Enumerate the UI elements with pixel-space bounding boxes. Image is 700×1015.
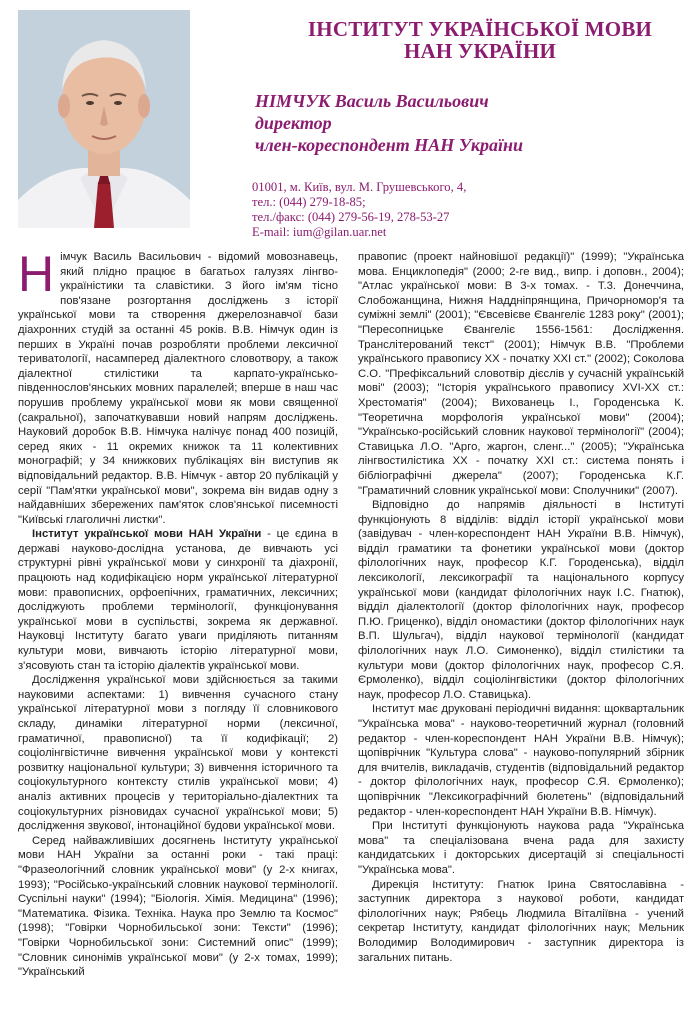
institute-name-lead: Інститут української мови НАН України (32, 528, 262, 541)
director-rank: член-кореспондент НАН України (255, 135, 523, 155)
fax-line: тел./факс: (044) 279-56-19, 278-53-27 (252, 210, 450, 224)
intro-paragraph-text: імчук Василь Васильович - відомий мовознавець, який плідно працює в багатьох галузях лінгво-україністики та славістики. З його ім'ям тісно пов'язане розгортання досліджень з історії української мови та створення джерелознавчої бази діахронних студій за останні 45 років. В.В. Німчук один із перших в Україні почав розробляти проблеми лексичної териватології, насамперед діалектного словотвору, а також діалектної стилістики та карпато-українсько-південнослов'янських мовних паралелей; вперше в наш час порушив проблему української мови як мови священної (сакральної), започаткувавши новий напрям досліджень. Науковий доробок В.В. Німчука налічує понад 400 позицій, серед яких - 11 окремих книжок та 11 колективних монографій; у 34 книжкових публікаціях він виступив як відповідальний редактор. В.В. Німчук - автор 20 публікацій у серії "Пам'ятки української мови", зокрема він видав одну з найдавніших збережених пам'яток слов'янської писемності "Київські глаголичні листки". (18, 251, 338, 526)
intro-paragraph (18, 246, 338, 527)
director-portrait-photo (18, 10, 190, 228)
drop-cap: Н (18, 246, 55, 302)
institute-title (280, 18, 680, 62)
director-info (255, 90, 685, 156)
directorate-paragraph: Дирекція Інституту: Гнатюк Ірина Святославівна - заступник директора з наукової роботи, кандидат філологічних наук; Рябець Людмила Віталіївна - учений секретар Інституту, кандидат філологічних наук; Мельник Володимир Володимирович - заступник директора із загальних питань. (358, 878, 684, 964)
research-aspects-paragraph: Дослідження української мови здійснюється за такими науковими аспектами: 1) вивчення сучасного стану української літературної мови з погляду її словникового складу, динаміки літературної норми (лексичної, граматичної, правописної) та її кодифікації; 2) соціолінгвістичне вивчення української мови у контексті розвитку національної культури; 3) вивчення історичного та соціокультурного контексту стилів української мови; 4) аналіз активних процесів у територіально-діалектних та соціокультурних різновидах сучасної української мови; 5) дослідження звукової, інтонаційної будови української мови. (18, 674, 338, 833)
email-line: E-mail: ium@gilan.uar.net (252, 225, 387, 239)
director-position: директор (255, 113, 332, 133)
achievements-continued-paragraph: правопис (проект найновішої редакції)" (1999); "Українська мова. Енциклопедія" (2000; 2-ге вид., випр. і доповн., 2004); "Атлас української мови: В 3-х томах. - Т.3. Донеччина, Слобожанщина, Нижня Наддніпрянщина, Причорномор'я та суміжні землі" (2001); "Євсевієве Євангеліє 1283 року" (2001); "Пересопницьке Євангеліє 1556-1561: Дослідження. Транслітерований текст" (2001); Німчук В.В. "Проблеми українського правопису XX - початку XXI ст." (2002); Соколова С.О. "Префіксальний словотвір дієслів у сучасній українській мові" (2003); "Історія українського правопису XVI-XX ст.: Хрестоматія" (2004); Вихованець І., Городенська К. "Теоретична морфологія української мови" (2004); "Українсько-російський словник наукової термінології" (2004); Ставицька Л.О. "Арго, жаргон, сленг..." (2005); "Українська лінгвостилістика XX - початку XXI ст.: система понять і бібліографічні джерела" (2007); Городенська К.Г. "Граматичний словник української мови: Сполучники" (2007). (358, 251, 684, 497)
institute-paragraph (18, 527, 338, 673)
achievements-paragraph: Серед найважливіших досягнень Інституту української мови НАН України за останні роки - такі праці: "Фразеологічний словник української мови" (у 2-х книгах, 1993); "Російсько-український словник наукової термінології. Суспільні науки" (1994); "Біологія. Хімія. Медицина" (1996); "Математика. Фізика. Техніка. Наука про Землю та Космос" (1998); "Говірки Чорнобильської зони: Тексти" (1996); "Говірки Чорнобильської зони: Системний опис" (1999); "Словник синонімів української мови" (у 2-х томах, 1999); "Український (18, 834, 338, 979)
director-name: НІМЧУК Василь Васильович (255, 91, 489, 111)
institute-paragraph-text: - це єдина в державі науково-дослідна установа, де вивчають усі структурні рівні української мови у синхронії та діахронії, працюють над кодифікацією норм української літературної мови: правописних, орфоепічних, граматичних, лексичних; досліджують проблеми термінології, функціонування української мови в суспільстві, зокрема як державної. Науковці Інституту багато уваги приділяють питанням культури мови, вивчають історію літературної мови, з'ясовують стан та історію діалектів української мови. (18, 528, 338, 672)
periodicals-paragraph: Інститут має друковані періодичні видання: щоквартальник "Українська мова" - науково-теоретичний журнал (головний редактор - член-кореспондент НАН України В.В. Німчук); щопіврічник "Культура слова" - науково-популярний збірник для вчителів, викладачів, студентів (відповідальний редактор - доктор філологічних наук, професор С.Я. Єрмоленко); щопіврічник "Лексикографічний бюлетень" (відповідальний редактор - член-кореспондент НАН України В.В. Німчук). (358, 703, 684, 818)
article-left-column (18, 246, 338, 980)
address-line: 01001, м. Київ, вул. М. Грушевського, 4, (252, 180, 467, 194)
phone-line: тел.: (044) 279-18-85; (252, 195, 366, 209)
contact-block (252, 180, 682, 240)
portrait-illustration (18, 10, 190, 228)
article-right-column (358, 250, 684, 965)
institute-title-line2: НАН УКРАЇНИ (403, 39, 557, 63)
councils-paragraph: При Інституті функціонують наукова рада "Українська мова" та спеціалізована вчена рада для захисту кандидатських і докторських дисертацій зі спеціальності "Українська мова". (358, 820, 684, 876)
departments-paragraph: Відповідно до напрямів діяльності в Інституті функціонують 8 відділів: відділ історії української мови (завідувач - член-кореспондент НАН України В.В. Німчук), відділ граматики та фонетики української мови (доктор філологічних наук, професор К.Г. Городенська), відділ лексикології, лексикографії та національного корпусу української мови (кандидат філологічних наук І.С. Гнатюк), відділ діалектології (доктор філологічних наук, професор П.Ю. Гриценко), відділ ономастики (доктор філологічних наук В.П. Шульгач), відділ наукової термінології (кандидат філологічних наук Л.О. Симоненко), відділ стилістики та культури мови (доктор філологічних наук, професор С.Я. Єрмоленко), відділ соціолінгвістики (доктор філологічних наук, професор Л.О. Ставицька). (358, 499, 684, 701)
institute-title-line1: ІНСТИТУТ УКРАЇНСЬКОЇ МОВИ (307, 17, 653, 41)
